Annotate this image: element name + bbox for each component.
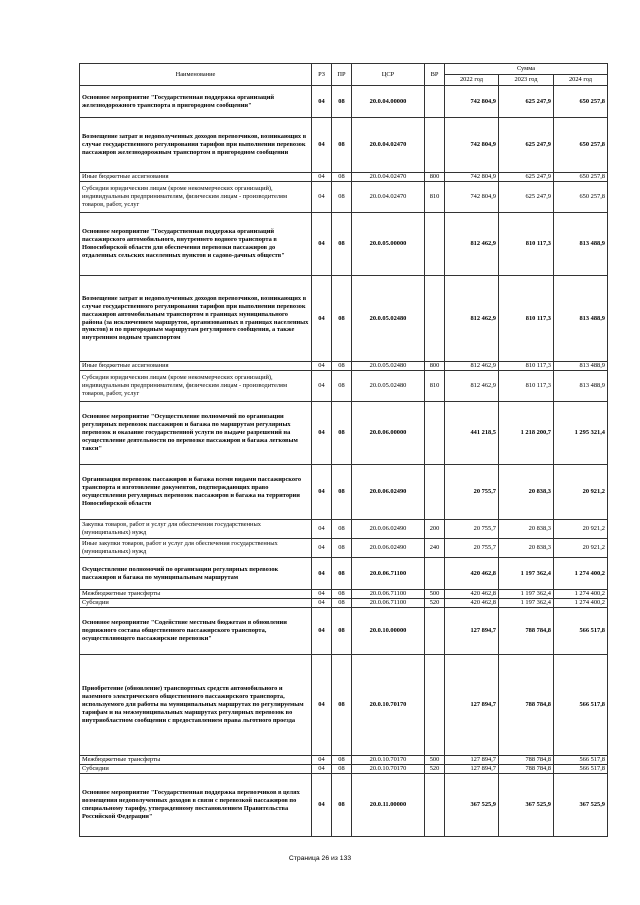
cell-rz: 04 [312,590,332,599]
cell-sum-2022: 367 525,9 [445,774,499,837]
cell-sum-2022: 20 755,7 [445,520,499,539]
cell-sum-2024: 813 488,9 [554,276,608,362]
cell-vr: 810 [425,182,445,213]
cell-pr: 08 [332,465,352,520]
cell-sum-2024: 1 274 400,2 [554,590,608,599]
cell-pr: 08 [332,558,352,590]
cell-csr: 20.0.05.02480 [352,371,425,402]
cell-name: Организация перевозок пассажиров и багажа всеми видами пассажирского транспорта и изготовление документов, подтверждающих право осуществления регулярных перевозок пассажиров и багажа на территории Новосибирской области [80,465,312,520]
cell-rz: 04 [312,371,332,402]
cell-rz: 04 [312,520,332,539]
cell-name: Субсидии юридическим лицам (кроме некоммерческих организаций), индивидуальным предпринимателям, физическим лицам - производителям товаров, работ, услуг [80,182,312,213]
cell-pr: 08 [332,756,352,765]
cell-rz: 04 [312,558,332,590]
cell-vr: 240 [425,539,445,558]
cell-sum-2023: 20 838,3 [499,539,554,558]
cell-sum-2022: 812 462,9 [445,276,499,362]
cell-sum-2024: 813 488,9 [554,362,608,371]
cell-csr: 20.0.06.71100 [352,599,425,608]
cell-sum-2024: 650 257,8 [554,86,608,118]
cell-name: Основное мероприятие "Государственная поддержка перевозчиков в целях возмещения недополученных доходов в связи с перевозкой пассажиров по специальному тарифу, утвержденному постановлением Правительства Российской Федерации" [80,774,312,837]
cell-pr: 08 [332,774,352,837]
cell-name: Субсидии [80,765,312,774]
cell-sum-2022: 127 894,7 [445,756,499,765]
table-row [80,590,608,599]
cell-vr [425,608,445,655]
cell-sum-2023: 1 197 362,4 [499,599,554,608]
cell-sum-2023: 810 117,3 [499,276,554,362]
cell-sum-2023: 1 218 200,7 [499,402,554,465]
table-row [80,276,608,362]
cell-name: Иные бюджетные ассигнования [80,362,312,371]
cell-vr [425,86,445,118]
cell-sum-2022: 127 894,7 [445,655,499,756]
cell-sum-2024: 566 517,8 [554,608,608,655]
cell-sum-2023: 788 784,8 [499,608,554,655]
cell-sum-2022: 742 804,9 [445,173,499,182]
cell-csr: 20.0.10.00000 [352,608,425,655]
table-row [80,465,608,520]
cell-rz: 04 [312,539,332,558]
cell-sum-2022: 20 755,7 [445,465,499,520]
cell-rz: 04 [312,173,332,182]
cell-sum-2023: 788 784,8 [499,765,554,774]
table-row [80,558,608,590]
table-row [80,774,608,837]
cell-csr: 20.0.10.70170 [352,765,425,774]
cell-name: Межбюджетные трансферты [80,590,312,599]
table-row [80,402,608,465]
cell-pr: 08 [332,655,352,756]
cell-csr: 20.0.04.02470 [352,182,425,213]
cell-vr [425,402,445,465]
cell-sum-2024: 1 274 400,2 [554,599,608,608]
cell-csr: 20.0.04.02470 [352,118,425,173]
cell-sum-2024: 650 257,8 [554,118,608,173]
cell-sum-2023: 625 247,9 [499,118,554,173]
cell-name: Межбюджетные трансферты [80,756,312,765]
cell-sum-2024: 813 488,9 [554,213,608,276]
cell-sum-2022: 742 804,9 [445,86,499,118]
cell-sum-2023: 20 838,3 [499,465,554,520]
cell-sum-2024: 20 921,2 [554,539,608,558]
cell-name: Осуществление полномочий по организации регулярных перевозок пассажиров и багажа по муниципальным маршрутам [80,558,312,590]
cell-vr: 520 [425,765,445,774]
cell-pr: 08 [332,520,352,539]
cell-rz: 04 [312,182,332,213]
table-row [80,539,608,558]
cell-sum-2022: 420 462,8 [445,590,499,599]
cell-rz: 04 [312,655,332,756]
col-header-csr: ЦСР [352,64,425,86]
cell-rz: 04 [312,608,332,655]
cell-pr: 08 [332,765,352,774]
col-header-vr: ВР [425,64,445,86]
cell-name: Закупка товаров, работ и услуг для обеспечения государственных (муниципальных) нужд [80,520,312,539]
cell-sum-2022: 742 804,9 [445,182,499,213]
cell-sum-2023: 788 784,8 [499,655,554,756]
cell-sum-2022: 20 755,7 [445,539,499,558]
cell-name: Приобретение (обновление) транспортных средств автомобильного и наземного электрического общественного пассажирского транспорта, используемого для работы на муниципальных маршрутах по регулируемым тарифам и на межмуниципальных маршрутах регулярных перевозок во внутриобластном сообщении с предоставлением права льготного проезда [80,655,312,756]
cell-vr: 200 [425,520,445,539]
cell-sum-2023: 788 784,8 [499,756,554,765]
cell-rz: 04 [312,118,332,173]
cell-name: Основное мероприятие "Государственная поддержка организаций пассажирского автомобильного, внутреннего водного транспорта в Новосибирской области для обеспечения перевозки пассажиров до отдаленных сельских населенных пунктов и садово-дачных обществ" [80,213,312,276]
cell-sum-2023: 20 838,3 [499,520,554,539]
cell-name: Иные бюджетные ассигнования [80,173,312,182]
cell-name: Возмещение затрат и недополученных доходов перевозчиков, возникающих в случае государственного регулирования тарифов при выполнении перевозок пассажиров железнодорожным транспортом в пригородном сообщении [80,118,312,173]
cell-name: Субсидии юридическим лицам (кроме некоммерческих организаций), индивидуальным предпринимателям, физическим лицам - производителям товаров, работ, услуг [80,371,312,402]
cell-sum-2022: 812 462,9 [445,213,499,276]
cell-pr: 08 [332,276,352,362]
cell-csr: 20.0.06.00000 [352,402,425,465]
cell-name: Основное мероприятие "Содействие местным бюджетам в обновлении подвижного состава общественного пассажирского транспорта, осуществляющего пассажирские перевозки" [80,608,312,655]
cell-csr: 20.0.04.00000 [352,86,425,118]
budget-table [79,63,608,837]
cell-csr: 20.0.06.02490 [352,465,425,520]
cell-sum-2023: 625 247,9 [499,86,554,118]
cell-vr [425,465,445,520]
table-row [80,599,608,608]
cell-sum-2024: 20 921,2 [554,465,608,520]
cell-rz: 04 [312,86,332,118]
col-header-sum: Сумма [445,64,608,75]
table-row [80,86,608,118]
cell-vr: 800 [425,173,445,182]
cell-sum-2023: 625 247,9 [499,173,554,182]
cell-rz: 04 [312,465,332,520]
table-row [80,520,608,539]
cell-vr [425,774,445,837]
cell-sum-2024: 813 488,9 [554,371,608,402]
cell-pr: 08 [332,86,352,118]
cell-csr: 20.0.06.02490 [352,520,425,539]
cell-csr: 20.0.10.70170 [352,655,425,756]
cell-sum-2024: 367 525,9 [554,774,608,837]
page-number: Страница 26 из 133 [288,855,352,862]
col-header-name: Наименование [80,64,312,86]
cell-pr: 08 [332,173,352,182]
col-header-pr: ПР [332,64,352,86]
cell-rz: 04 [312,765,332,774]
col-header-rz: РЗ [312,64,332,86]
cell-pr: 08 [332,608,352,655]
col-header-year-2022: 2022 год [445,75,499,86]
cell-csr: 20.0.06.71100 [352,590,425,599]
budget-table-sheet [79,63,607,837]
cell-csr: 20.0.06.02490 [352,539,425,558]
cell-csr: 20.0.06.71100 [352,558,425,590]
cell-name: Субсидии [80,599,312,608]
cell-rz: 04 [312,213,332,276]
cell-vr [425,655,445,756]
cell-rz: 04 [312,774,332,837]
cell-csr: 20.0.10.70170 [352,756,425,765]
cell-sum-2023: 810 117,3 [499,371,554,402]
cell-name: Возмещение затрат и недополученных доходов перевозчиков, возникающих в случае государственного регулирования тарифов при выполнении перевозок пассажиров автомобильным транспортом в границах муниципального района (за исключением маршрутов, организованных в границах населенных пунктов) и по пригородным маршрутам регулярного сообщения, а также внутренним водным транспортом [80,276,312,362]
table-row [80,182,608,213]
cell-csr: 20.0.11.00000 [352,774,425,837]
table-row [80,173,608,182]
cell-vr: 500 [425,590,445,599]
cell-sum-2022: 420 462,8 [445,558,499,590]
cell-rz: 04 [312,402,332,465]
cell-vr [425,558,445,590]
cell-sum-2023: 1 197 362,4 [499,558,554,590]
table-row [80,371,608,402]
cell-sum-2022: 127 894,7 [445,765,499,774]
cell-pr: 08 [332,539,352,558]
cell-sum-2022: 812 462,9 [445,371,499,402]
table-row [80,756,608,765]
table-row [80,608,608,655]
table-row [80,655,608,756]
cell-sum-2024: 566 517,8 [554,756,608,765]
cell-sum-2024: 20 921,2 [554,520,608,539]
cell-csr: 20.0.05.00000 [352,213,425,276]
table-row [80,213,608,276]
cell-vr: 810 [425,371,445,402]
cell-sum-2023: 810 117,3 [499,362,554,371]
cell-pr: 08 [332,362,352,371]
col-header-year-2024: 2024 год [554,75,608,86]
table-row [80,765,608,774]
cell-sum-2023: 810 117,3 [499,213,554,276]
cell-vr [425,213,445,276]
cell-vr: 800 [425,362,445,371]
cell-rz: 04 [312,756,332,765]
cell-sum-2024: 650 257,8 [554,182,608,213]
cell-pr: 08 [332,118,352,173]
cell-sum-2024: 566 517,8 [554,655,608,756]
cell-sum-2022: 812 462,9 [445,362,499,371]
cell-sum-2024: 566 517,8 [554,765,608,774]
cell-sum-2024: 650 257,8 [554,173,608,182]
cell-pr: 08 [332,599,352,608]
cell-pr: 08 [332,371,352,402]
cell-pr: 08 [332,402,352,465]
cell-name: Основное мероприятие "Государственная поддержка организаций железнодорожного транспорта в пригородном сообщении" [80,86,312,118]
cell-sum-2023: 367 525,9 [499,774,554,837]
cell-vr: 520 [425,599,445,608]
cell-pr: 08 [332,590,352,599]
table-row [80,362,608,371]
cell-sum-2023: 625 247,9 [499,182,554,213]
cell-name: Основное мероприятие "Осуществление полномочий по организации регулярных перевозок пассажиров и багажа по маршрутам регулярных перевозок и оказание государственной услуги по выдаче разрешений на осуществление деятельности по перевозке пассажиров и багажа легковым такси" [80,402,312,465]
cell-sum-2024: 1 295 321,4 [554,402,608,465]
cell-csr: 20.0.05.02480 [352,362,425,371]
cell-rz: 04 [312,276,332,362]
cell-pr: 08 [332,182,352,213]
cell-rz: 04 [312,599,332,608]
cell-vr [425,118,445,173]
col-header-year-2023: 2023 год [499,75,554,86]
table-body [80,86,608,837]
cell-csr: 20.0.04.02470 [352,173,425,182]
cell-pr: 08 [332,213,352,276]
cell-sum-2022: 420 462,8 [445,599,499,608]
cell-sum-2022: 127 894,7 [445,608,499,655]
cell-sum-2022: 742 804,9 [445,118,499,173]
table-row [80,118,608,173]
cell-sum-2022: 441 218,5 [445,402,499,465]
cell-csr: 20.0.05.02480 [352,276,425,362]
cell-name: Иные закупки товаров, работ и услуг для обеспечения государственных (муниципальных) нужд [80,539,312,558]
cell-vr: 500 [425,756,445,765]
cell-sum-2023: 1 197 362,4 [499,590,554,599]
cell-rz: 04 [312,362,332,371]
cell-sum-2024: 1 274 400,2 [554,558,608,590]
cell-vr [425,276,445,362]
